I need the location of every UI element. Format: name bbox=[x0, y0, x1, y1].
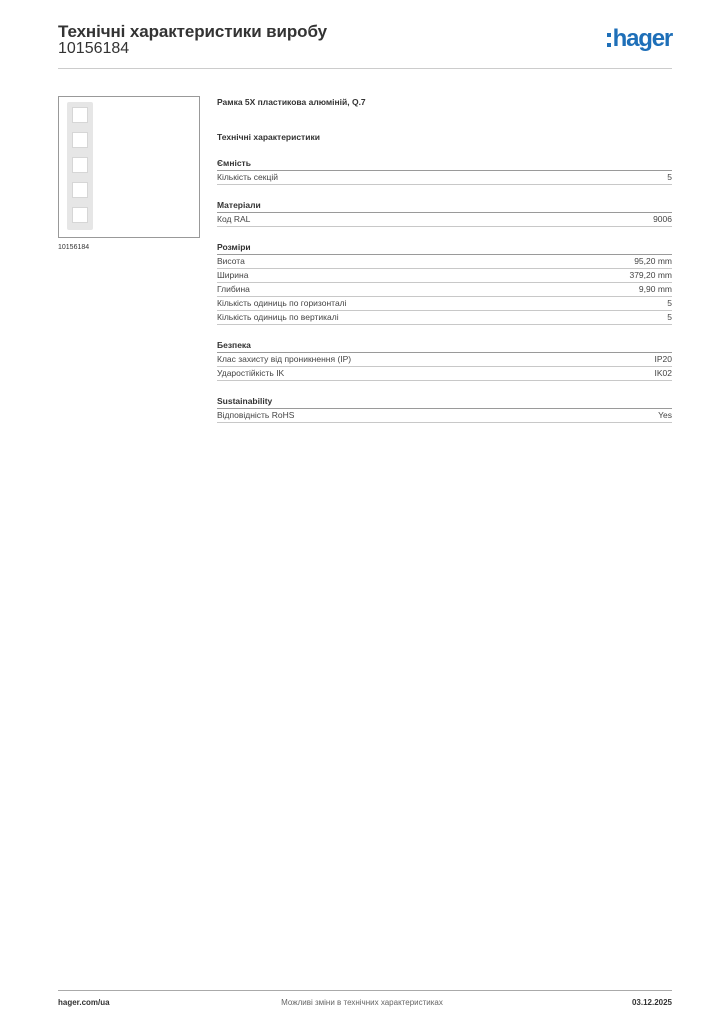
spec-label: Відповідність RoHS bbox=[217, 410, 295, 420]
spec-row bbox=[217, 311, 672, 325]
spec-row bbox=[217, 409, 672, 423]
image-caption: 10156184 bbox=[58, 244, 90, 251]
spec-value: 379,20 mm bbox=[629, 270, 672, 280]
spec-label: Глибина bbox=[217, 284, 250, 294]
frame-illustration bbox=[67, 102, 93, 230]
frame-cell bbox=[72, 132, 88, 148]
spec-group-materials bbox=[217, 199, 672, 227]
group-title: Ємність bbox=[217, 157, 672, 171]
spec-value: Yes bbox=[658, 410, 672, 420]
spec-label: Ширина bbox=[217, 270, 249, 280]
spec-group-safety bbox=[217, 339, 672, 381]
spec-label: Кількість одиниць по горизонталі bbox=[217, 298, 347, 308]
spec-label: Висота bbox=[217, 256, 245, 266]
footer-notice: Можливі зміни в технічних характеристиках bbox=[281, 998, 443, 1007]
spec-value: 9,90 mm bbox=[638, 284, 672, 294]
group-title: Матеріали bbox=[217, 199, 672, 213]
frame-cell bbox=[72, 157, 88, 173]
spec-label: Кількість секцій bbox=[217, 172, 278, 182]
spec-group-dimensions bbox=[217, 241, 672, 325]
footer-website-link[interactable]: hager.com/ua bbox=[58, 998, 110, 1007]
spec-label: Код RAL bbox=[217, 214, 251, 224]
header-divider bbox=[58, 68, 672, 69]
spec-row bbox=[217, 297, 672, 311]
spec-value: 5 bbox=[667, 172, 672, 182]
group-title: Безпека bbox=[217, 339, 672, 353]
spec-label: Ударостійкість IK bbox=[217, 368, 285, 378]
logo-dots-icon bbox=[607, 33, 611, 47]
spec-row bbox=[217, 283, 672, 297]
product-name: Рамка 5X пластикова алюміній, Q.7 bbox=[217, 97, 366, 107]
spec-group-sustainability bbox=[217, 395, 672, 423]
product-code-subtitle: 10156184 bbox=[58, 40, 130, 57]
frame-cell bbox=[72, 207, 88, 223]
specifications bbox=[217, 96, 672, 423]
footer-divider bbox=[58, 990, 672, 991]
spec-row bbox=[217, 171, 672, 185]
product-image bbox=[58, 96, 200, 238]
spec-value: 5 bbox=[667, 312, 672, 322]
frame-cell bbox=[72, 107, 88, 123]
specs-heading: Технічні характеристики bbox=[217, 132, 320, 142]
spec-label: Кількість одиниць по вертикалі bbox=[217, 312, 339, 322]
spec-group-capacity bbox=[217, 157, 672, 185]
page-title: Технічні характеристики виробу bbox=[58, 22, 327, 41]
spec-value: 5 bbox=[667, 298, 672, 308]
spec-label: Клас захисту від проникнення (IP) bbox=[217, 354, 352, 364]
spec-row bbox=[217, 213, 672, 227]
spec-value: 95,20 mm bbox=[634, 256, 672, 266]
group-title: Sustainability bbox=[217, 395, 672, 409]
logo-text: hager bbox=[612, 25, 672, 52]
spec-value: IP20 bbox=[654, 354, 672, 364]
group-title: Розміри bbox=[217, 241, 672, 255]
spec-row bbox=[217, 367, 672, 381]
spec-value: 9006 bbox=[653, 214, 672, 224]
spec-value: IK02 bbox=[654, 368, 672, 378]
spec-row bbox=[217, 269, 672, 283]
footer-date: 03.12.2025 bbox=[631, 998, 672, 1007]
spec-row bbox=[217, 255, 672, 269]
frame-cell bbox=[72, 182, 88, 198]
spec-row bbox=[217, 353, 672, 367]
hager-logo bbox=[607, 27, 672, 51]
